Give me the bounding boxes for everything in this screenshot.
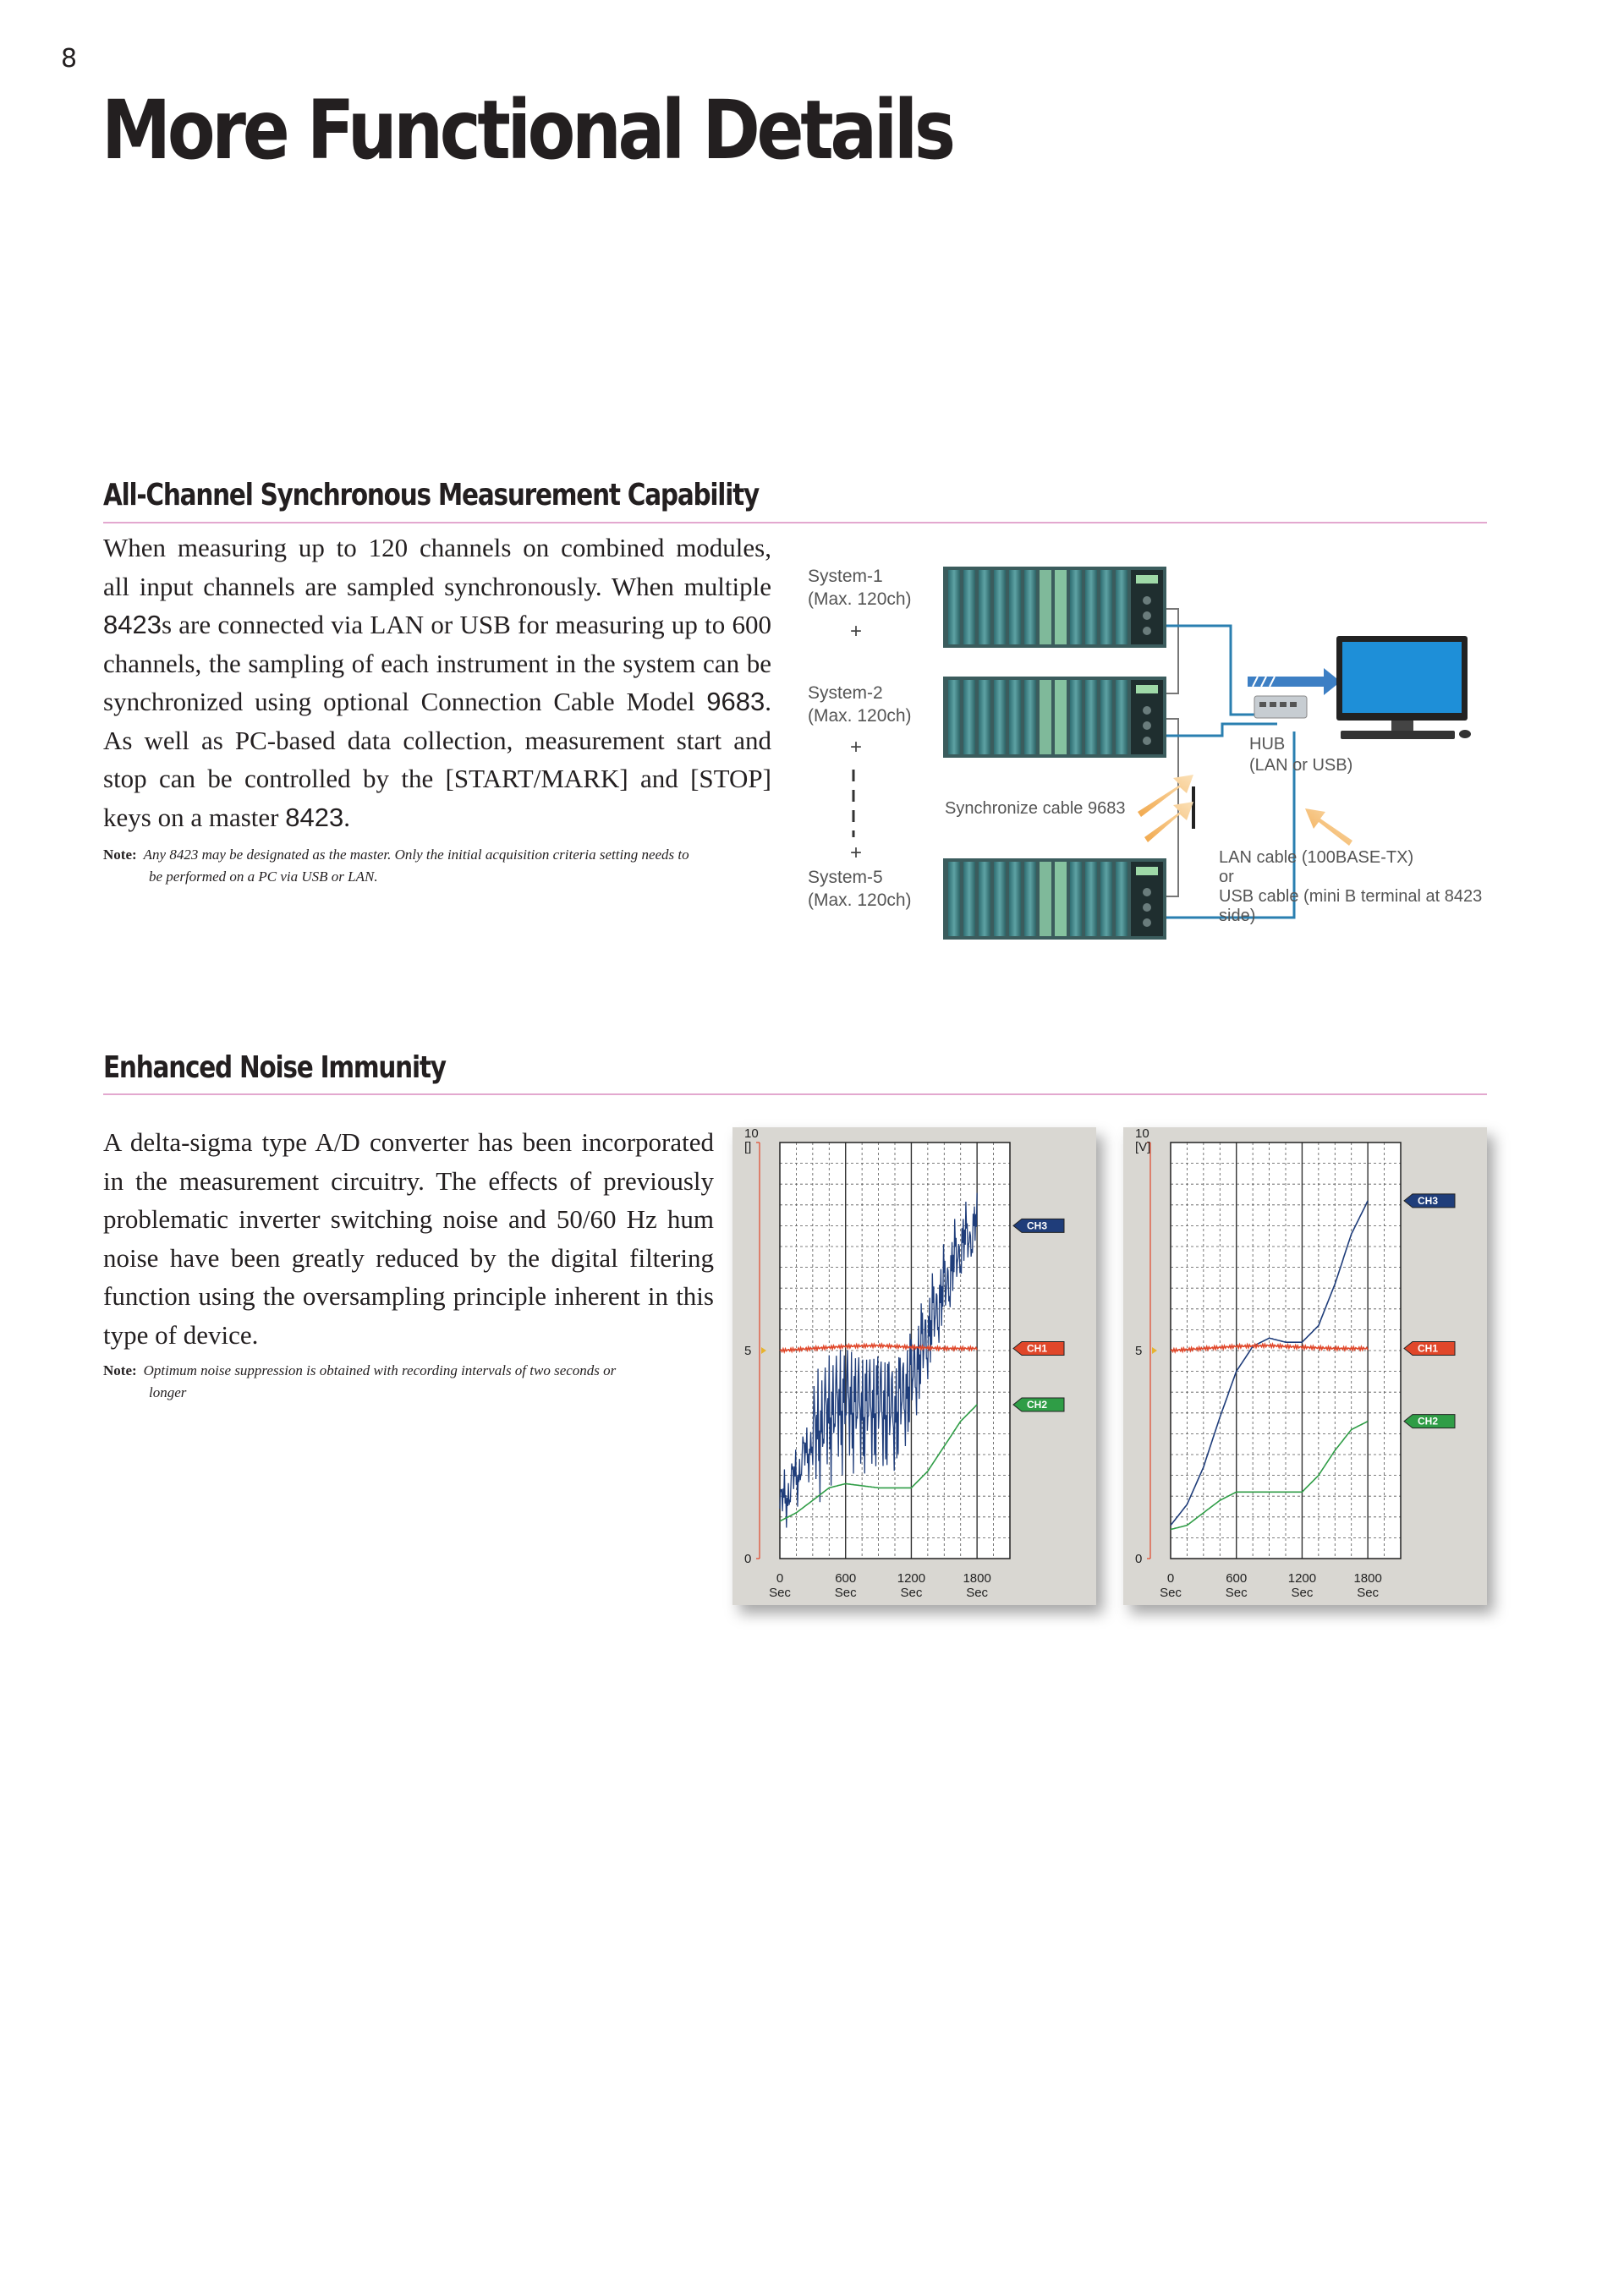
y-marker: [761, 1347, 766, 1354]
paragraph-line: in the measurement circuitry. The effects of previously: [103, 1165, 714, 1196]
series-tag-label: CH2: [1027, 1398, 1048, 1411]
series-tag-label: CH3: [1418, 1194, 1439, 1207]
y-tick-label: 5: [1135, 1344, 1143, 1358]
paragraph-line: keys on a master 8423.: [103, 802, 350, 832]
paragraph-line: function using the oversampling principle inherent in this: [103, 1281, 714, 1311]
x-tick-label: 0: [1166, 1571, 1175, 1586]
paragraph-line: 8423s are connected via LAN or USB for measuring up to 600: [103, 610, 771, 639]
note-text-continued: be performed on a PC via USB or LAN.: [149, 869, 378, 885]
system-diagram: [808, 558, 1501, 947]
cable-labels: LAN cable (100BASE-TX) or USB cable (mini B terminal at 8423 side): [1219, 848, 1483, 925]
sync-cable-label: Synchronize cable 9683: [945, 799, 1126, 818]
y-tick-label: 10: [1135, 1127, 1149, 1141]
series-tag-ch1: [1404, 1342, 1455, 1356]
note-text-continued: longer: [149, 1384, 187, 1400]
paragraph-line: When measuring up to 120 channels on combined modules,: [103, 533, 771, 562]
series-tag-ch3: [1404, 1194, 1455, 1208]
paragraph-line: noise have been greatly reduced by the digital filtering: [103, 1242, 714, 1273]
paragraph-line: problematic inverter switching noise and 50/60 Hz hum: [103, 1204, 714, 1234]
system5-label: System-5 (Max. 120ch): [808, 868, 912, 910]
series-tag-label: CH2: [1418, 1415, 1439, 1427]
x-tick-unit: Sec: [834, 1586, 857, 1600]
paragraph-line: stop can be controlled by the [START/MARK] and [STOP]: [103, 764, 771, 793]
x-tick-unit: Sec: [1225, 1586, 1248, 1600]
x-tick-label: 1800: [1353, 1571, 1382, 1586]
plus-sign: +: [850, 620, 863, 643]
noise-paragraph: [103, 1123, 714, 1354]
x-tick-unit: Sec: [769, 1586, 791, 1600]
series-tag-ch2: [1013, 1398, 1064, 1411]
note-label: Note:: [103, 1362, 137, 1378]
system1-label: System-1 (Max. 120ch): [808, 567, 912, 609]
paragraph-line: type of device.: [103, 1319, 259, 1350]
plus-sign: +: [850, 736, 863, 759]
paragraph-line: A delta-sigma type A/D converter has been incorporated: [103, 1127, 714, 1157]
system1-rack: [943, 567, 1166, 648]
y-tick-label: 0: [1135, 1552, 1143, 1566]
series-tag-label: CH1: [1418, 1342, 1439, 1355]
x-tick-unit: Sec: [900, 1586, 923, 1600]
series-tag-ch1: [1013, 1342, 1064, 1356]
paragraph-line: all input channels are sampled synchronously. When multiple: [103, 571, 771, 601]
page-number: 8: [61, 44, 78, 74]
series-tag-label: CH3: [1027, 1219, 1048, 1232]
y-tick-label: 5: [744, 1344, 752, 1358]
paragraph-line: channels, the sampling of each instrument in the system can be: [103, 648, 771, 678]
x-tick-label: 0: [776, 1571, 784, 1586]
system2-label: System-2 (Max. 120ch): [808, 683, 912, 726]
x-tick-label: 600: [1226, 1571, 1248, 1586]
x-tick-unit: Sec: [966, 1586, 989, 1600]
x-tick-label: 600: [835, 1571, 857, 1586]
y-marker: [1152, 1347, 1157, 1354]
chart-after: [1123, 1127, 1487, 1605]
y-tick-label: 10: [744, 1127, 759, 1141]
x-tick-unit: Sec: [1291, 1586, 1314, 1600]
note-label: Note:: [103, 847, 137, 863]
noise-note: [103, 1360, 729, 1404]
x-tick-label: 1200: [897, 1571, 926, 1586]
series-tag-label: CH1: [1027, 1342, 1048, 1355]
paragraph-line: synchronized using optional Connection Cable Model 9683.: [103, 687, 771, 716]
x-tick-unit: Sec: [1160, 1586, 1182, 1600]
system2-rack: [943, 677, 1166, 758]
sync-note: [103, 844, 780, 888]
chart-after-panel: [1123, 1127, 1487, 1605]
y-unit: [V]: [1135, 1140, 1151, 1154]
noise-section-title: Enhanced Noise Immunity: [103, 1050, 446, 1085]
noise-section-rule: [103, 1093, 1487, 1095]
series-tag-ch2: [1404, 1415, 1455, 1428]
note-text: Optimum noise suppression is obtained with recording intervals of two seconds or: [143, 1362, 617, 1378]
note-text: Any 8423 may be designated as the master. Only the initial acquisition criteria setting needs to: [143, 847, 689, 863]
y-unit: []: [744, 1140, 752, 1154]
plus-sign: +: [850, 841, 863, 864]
x-tick-label: 1800: [963, 1571, 991, 1586]
x-tick-unit: Sec: [1357, 1586, 1380, 1600]
system5-rack: [943, 858, 1166, 940]
sync-paragraph: [103, 529, 771, 836]
paragraph-line: As well as PC-based data collection, measurement start and: [103, 725, 771, 755]
y-tick-label: 0: [744, 1552, 752, 1566]
x-tick-label: 1200: [1287, 1571, 1317, 1586]
sync-section-title: All-Channel Synchronous Measurement Capability: [103, 478, 759, 512]
hub-label: HUB (LAN or USB): [1249, 735, 1353, 775]
sync-section-rule: [103, 522, 1487, 523]
chart-before: [732, 1127, 1096, 1605]
series-tag-ch3: [1013, 1219, 1064, 1232]
page-title: More Functional Details: [102, 83, 952, 178]
chart-before-panel: [732, 1127, 1096, 1605]
